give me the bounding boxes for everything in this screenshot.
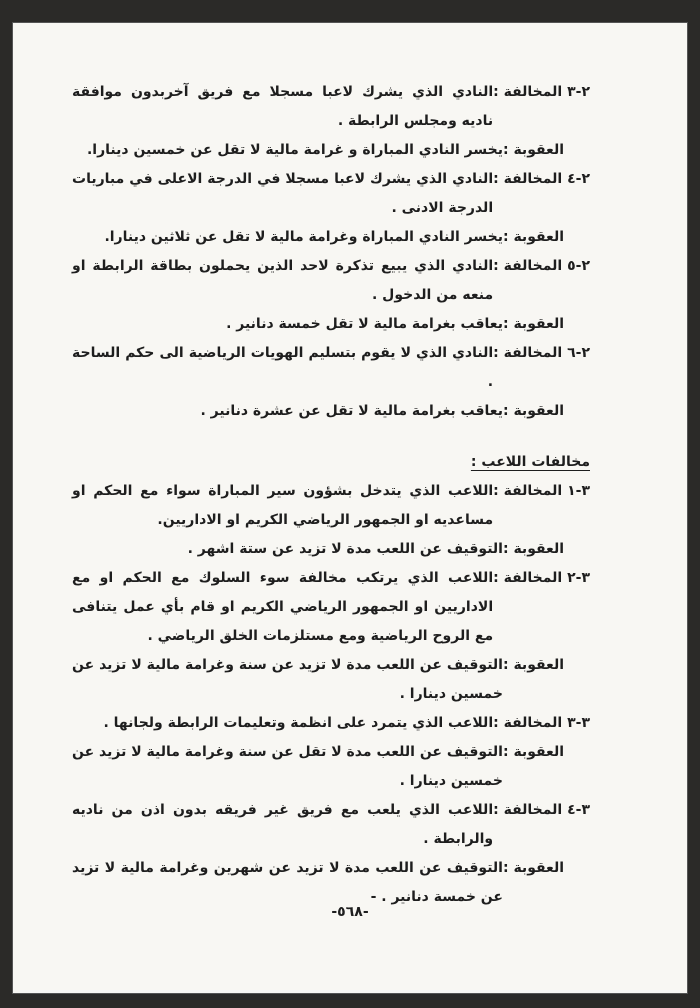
violation-text: النادي الذي يبيع تذكرة لاحد الذين يحملون بطاقة الرابطة او منعه من الدخول . (72, 258, 494, 303)
penalty-label: العقوبة : (502, 142, 564, 158)
penalty-text: التوقيف عن اللعب مدة لا تزيد عن ستة اشهر . (187, 541, 503, 557)
penalty-text: يعاقب بغرامة مالية لا تقل خمسة دنانير . (226, 316, 503, 332)
violation-label: ٣-١ المخالفة : (493, 483, 590, 499)
violation-label: ٢-٦ المخالفة : (493, 345, 590, 361)
penalty-label: العقوبة : (502, 403, 564, 419)
penalty-text: يخسر النادي المباراة و غرامة مالية لا تقل عن خمسين دينارا. (86, 142, 503, 158)
section-heading-player-violations: مخالفات اللاعب : (470, 454, 590, 470)
violation-label: ٢-٣ المخالفة : (493, 84, 590, 100)
violation-label: ٢-٤ المخالفة : (493, 171, 590, 187)
penalty-text: التوقيف عن اللعب مدة لا تزيد عن سنة وغرامة مالية لا تزيد عن خمسين دينارا . (72, 657, 503, 702)
penalty-entry (72, 651, 590, 709)
penalty-label: العقوبة : (502, 657, 564, 673)
violation-entry (72, 78, 590, 136)
violation-text: اللاعب الذي يتمرد على انظمة وتعليمات الرابطة ولجانها . (103, 715, 494, 731)
document-page (12, 22, 688, 994)
violation-entry (72, 564, 590, 651)
violation-entry (72, 252, 590, 310)
player-violations-list (72, 477, 590, 912)
violation-text: اللاعب الذي يرتكب مخالفة سوء السلوك مع الحكم او مع الاداريين او الجمهور الرياضي الكريم او قام بأي عمل يتنافى مع الروح الرياضية ومع مستلزمات الخلق الرياضي . (72, 570, 494, 644)
penalty-entry (72, 397, 590, 426)
violation-label: ٣-٣ المخالفة : (493, 715, 590, 731)
penalty-text: يعاقب بغرامة مالية لا تقل عن عشرة دنانير . (200, 403, 503, 419)
penalty-label: العقوبة : (502, 541, 564, 557)
club-violations-list (72, 78, 590, 426)
penalty-label: العقوبة : (502, 744, 564, 760)
violation-label: ٣-٢ المخالفة : (493, 570, 590, 586)
violation-text: اللاعب الذي يتدخل بشؤون سير المباراة سواء مع الحكم او مساعديه او الجمهور الرياضي الكريم او الاداريين. (72, 483, 494, 528)
violation-label: ٣-٤ المخالفة : (493, 802, 590, 818)
penalty-label: العقوبة : (502, 316, 564, 332)
page-content (72, 78, 590, 912)
penalty-entry (72, 738, 590, 796)
violation-label: ٢-٥ المخالفة : (493, 258, 590, 274)
violation-entry (72, 709, 590, 738)
page-number: -٥٦٨- (331, 904, 369, 920)
penalty-entry (72, 223, 590, 252)
violation-entry (72, 165, 590, 223)
penalty-label: العقوبة : (502, 229, 564, 245)
penalty-text: يخسر النادي المباراة وغرامة مالية لا تقل عن ثلاثين دينارا. (104, 229, 503, 245)
violation-text: النادي الذي يشرك لاعبا مسجلا مع فريق آخربدون موافقة ناديه ومجلس الرابطة . (72, 84, 494, 129)
violation-entry (72, 339, 590, 397)
violation-text: اللاعب الذي يلعب مع فريق غير فريقه بدون اذن من ناديه والرابطة . (72, 802, 494, 847)
violation-text: النادي الذي لا يقوم بتسليم الهويات الرياضية الى حكم الساحة . (72, 345, 494, 390)
penalty-label: العقوبة : (502, 860, 564, 876)
violation-entry (72, 796, 590, 854)
violation-entry (72, 477, 590, 535)
penalty-text: التوقيف عن اللعب مدة لا تزيد عن شهرين وغرامة مالية لا تزيد عن خمسة دنانير . - (72, 860, 503, 905)
penalty-entry (72, 310, 590, 339)
penalty-text: التوقيف عن اللعب مدة لا تقل عن سنة وغرامة مالية لا تزيد عن خمسين دينارا . (72, 744, 503, 789)
violation-text: النادي الذي يشرك لاعبا مسجلا في الدرجة الاعلى في مباريات الدرجة الادنى . (72, 171, 494, 216)
penalty-entry (72, 535, 590, 564)
penalty-entry (72, 136, 590, 165)
